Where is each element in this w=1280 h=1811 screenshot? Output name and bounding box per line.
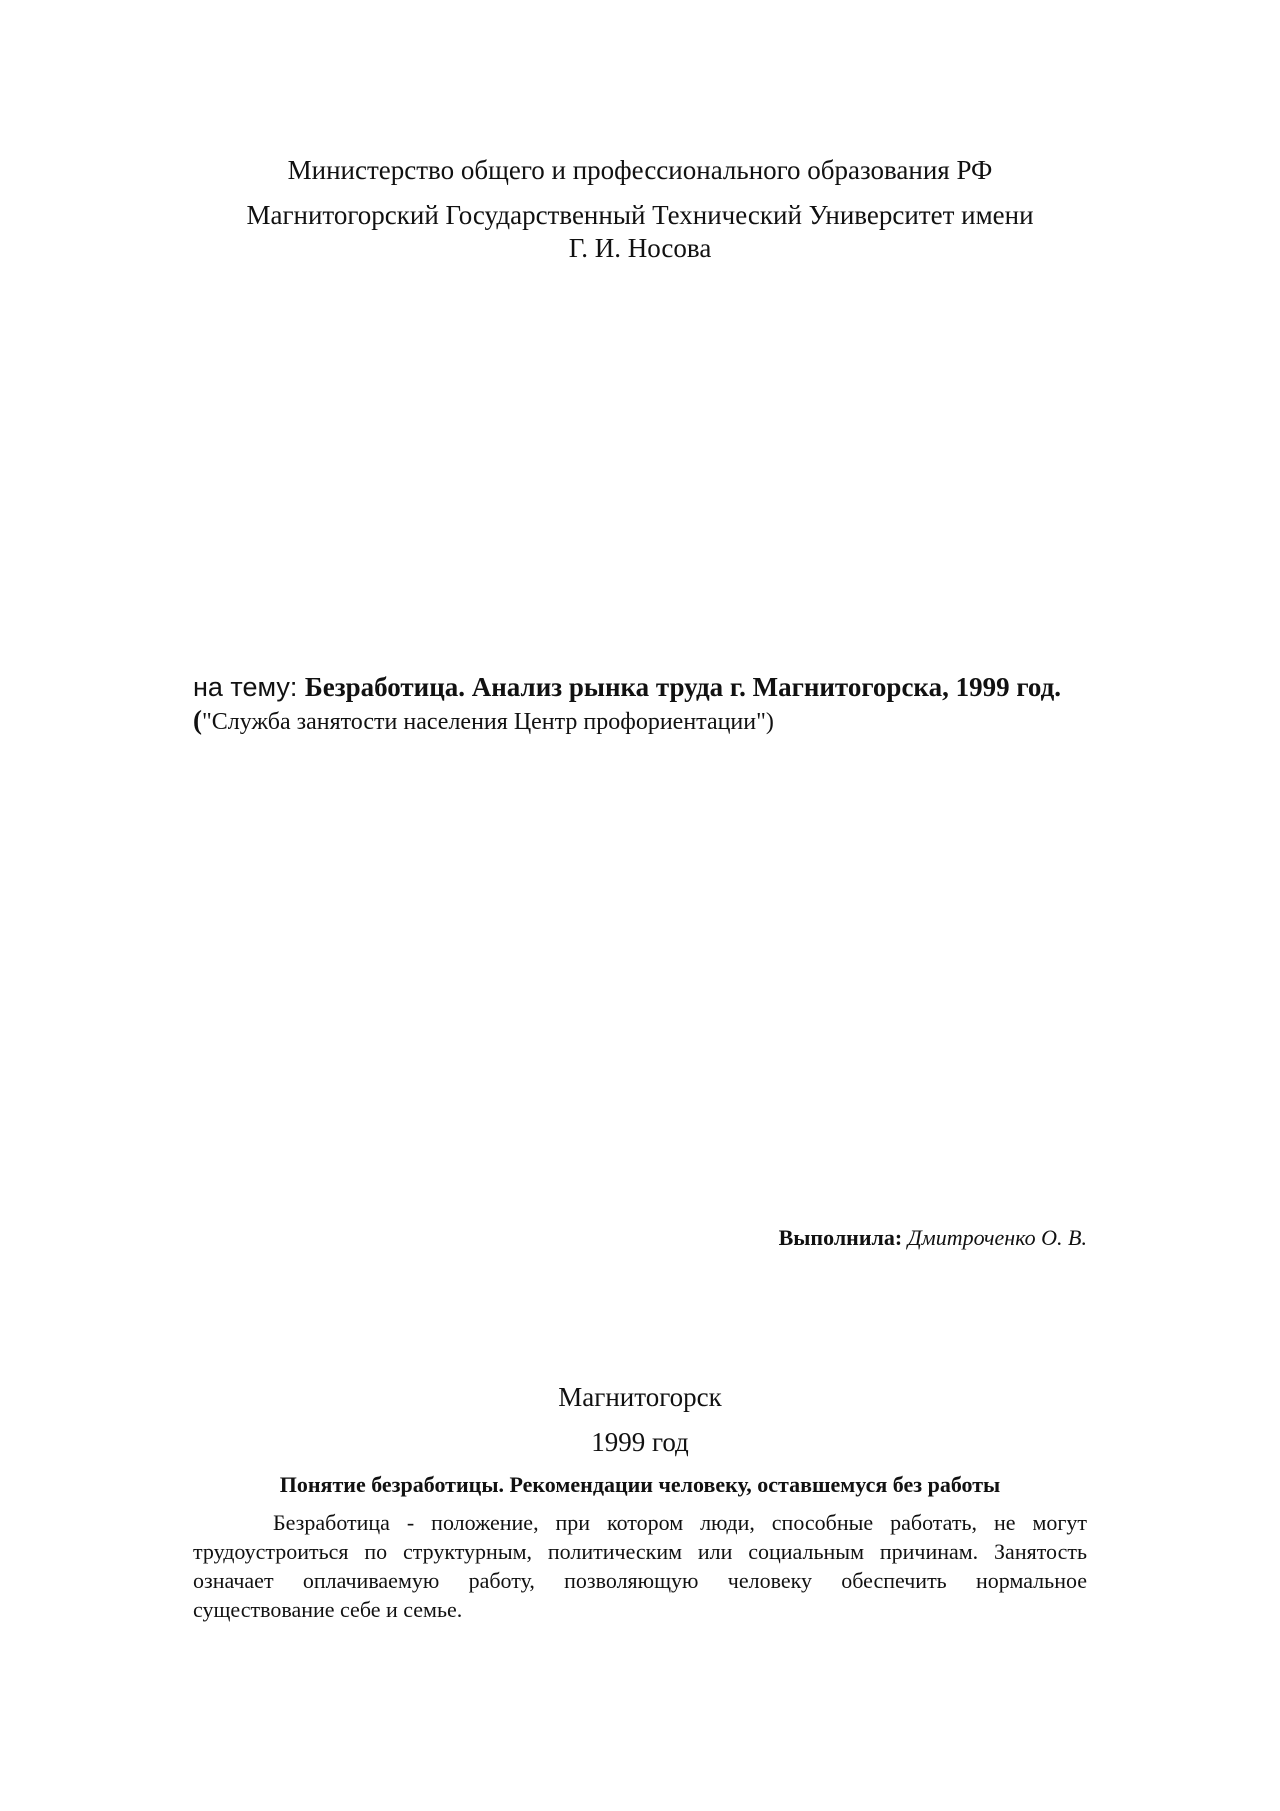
author-block [193,1224,1087,1252]
year: 1999 год [591,1427,689,1457]
university-name [193,199,1087,265]
topic-title: Безработица. Анализ рынка труда г. Магнитогорска, 1999 год. ( [193,672,1062,735]
topic-block [193,671,1087,739]
university-line-2: Г. И. Носова [568,233,712,263]
ministry-name: Министерство общего и профессионального образования РФ [287,155,993,185]
university-line-1: Магнитогорский Государственный Технический Университет имени [246,200,1034,230]
section-title: Понятие безработицы. Рекомендации человеку, оставшемуся без работы [279,1472,1001,1497]
topic-service: "Служба занятости населения Центр профориентации") [202,709,774,735]
city: Магнитогорск [558,1382,722,1412]
section-paragraph: Безработица - положение, при котором люди, способные работать, не могут трудоустроиться по структурным, политическим или социальным причинам. Занятость означает оплачиваемую работу, позволяющую человеку обеспечить нормальное существование себе и семье. [193,1510,1087,1622]
author-label: Выполнила: [778,1225,903,1250]
author-name: Дмитроченко О. В. [907,1225,1087,1250]
topic-prefix: на тему: [193,672,305,702]
